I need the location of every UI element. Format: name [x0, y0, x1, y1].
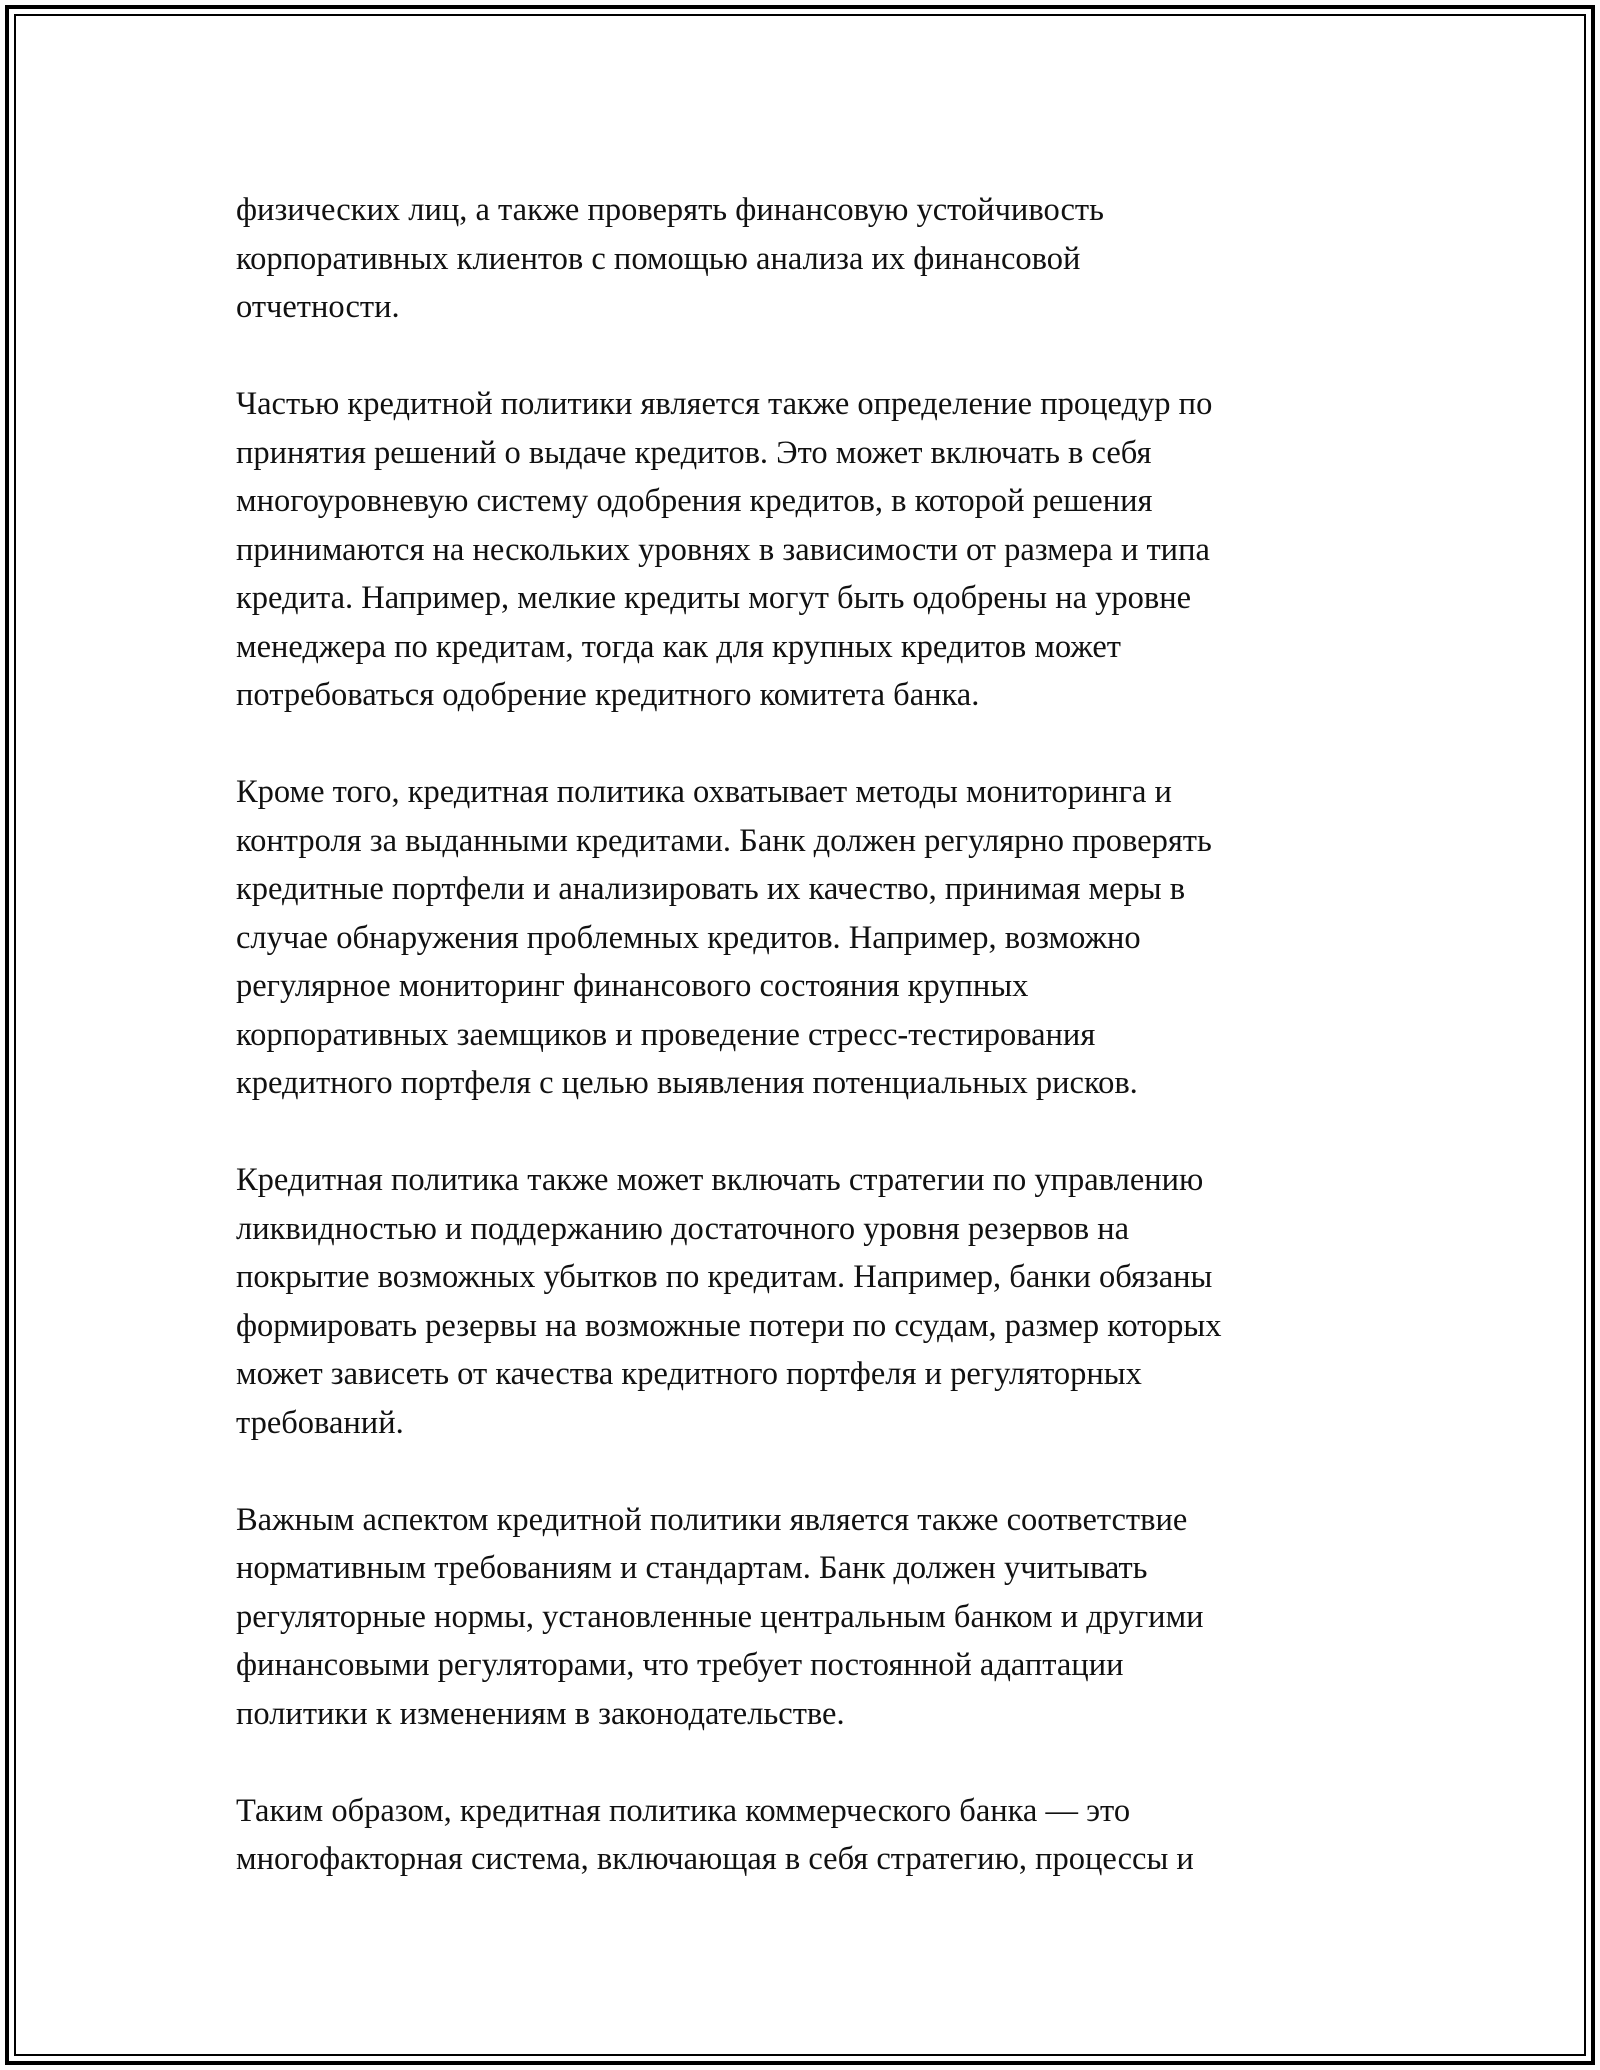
paragraph-1: физических лиц, а также проверять финансовую устойчивость корпоративных клиентов с помощью анализа их финансовой отчетности.	[236, 192, 1104, 325]
paragraph-5: Важным аспектом кредитной политики является также соответствие нормативным требованиям и стандартам. Банк должен учитывать регуляторные нормы, установленные центральным банком и другими финансовыми регуляторами, что требует постоянной адаптации политики к изменениям в законодательстве.	[236, 1501, 1204, 1732]
paragraph-4: Кредитная политика также может включать стратегии по управлению ликвидностью и поддержанию достаточного уровня резервов на покрытие возможных убытков по кредитам. Например, банки обязаны формировать резервы на возможные потери по ссудам, размер которых может зависеть от качества кредитного портфеля и регуляторных требований.	[236, 1162, 1222, 1441]
document-body	[236, 186, 1416, 1932]
paragraph-2: Частью кредитной политики является также определение процедур по принятия решений о выдаче кредитов. Это может включать в себя многоуровневую систему одобрения кредитов, в которой решения принимаются на нескольких уровнях в зависимости от размера и типа кредита. Например, мелкие кредиты могут быть одобрены на уровне менеджера по кредитам, тогда как для крупных кредитов может потребоваться одобрение кредитного комитета банка.	[236, 386, 1213, 713]
paragraph-6: Таким образом, кредитная политика коммерческого банка — это многофакторная система, включающая в себя стратегию, процессы и	[236, 1792, 1194, 1877]
paragraph-3: Кроме того, кредитная политика охватывает методы мониторинга и контроля за выданными кредитами. Банк должен регулярно проверять кредитные портфели и анализировать их качество, принимая меры в случае обнаружения проблемных кредитов. Например, возможно регулярное мониторинг финансового состояния крупных корпоративных заемщиков и проведение стресс-тестирования кредитного портфеля с целью выявления потенциальных рисков.	[236, 774, 1212, 1101]
